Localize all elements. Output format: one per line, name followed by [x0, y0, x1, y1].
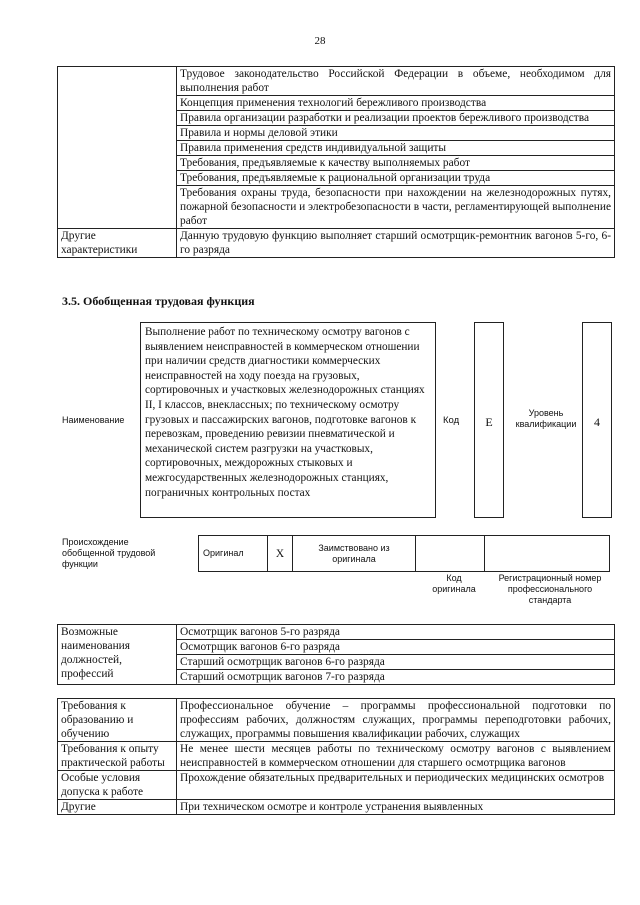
requirement-value: Профессиональное обучение – программы профессиональной подготовки по профессиям рабочих, должностям служащих, программы переподготовки рабочих, служащих, программы повышения квалификации рабочих, служащих [177, 699, 615, 742]
borrowed-cell: Заимствовано из оригинала [293, 536, 416, 572]
knowledge-row: Трудовое законодательство Российской Федерации в объеме, необходимом для выполнения работ [177, 67, 615, 96]
level-box [582, 322, 612, 518]
requirement-label: Другие [58, 800, 177, 815]
requirement-value: Прохождение обязательных предварительных и периодических медицинских осмотров [177, 771, 615, 800]
knowledge-row: Концепция применения технологий бережливого производства [177, 96, 615, 111]
requirement-label: Требования к опыту практической работы [58, 742, 177, 771]
knowledge-row: Правила организации разработки и реализации проектов бережливого производства [177, 111, 615, 126]
positions-table [57, 624, 615, 685]
original-cell: Оригинал [199, 536, 268, 572]
origin-reg-cell [485, 536, 610, 572]
knowledge-row: Требования, предъявляемые к качеству выполняемых работ [177, 156, 615, 171]
page-number: 28 [314, 35, 326, 47]
sub-code-label: Код оригинала [432, 573, 476, 594]
level-value: 4 [594, 415, 600, 429]
position-item: Осмотрщик вагонов 6-го разряда [177, 640, 615, 655]
code-label: Код [443, 415, 460, 426]
empty-label-cell [58, 67, 177, 229]
name-label: Наименование [62, 415, 125, 425]
position-item: Осмотрщик вагонов 5-го разряда [177, 625, 615, 640]
sub-reg-label: Регистрационный номер профессионального стандарта [498, 573, 602, 605]
function-name-box: Выполнение работ по техническому осмотру вагонов с выявлением неисправностей в коммерческом отношении при наличии средств диагностики коммерческих неисправностей на ходу поезда на грузовых, сортировочных и участковых железнодорожных станциях II, I классов, внеклассных; по техническому осмотру грузовых и пассажирских вагонов, подготовке вагонов к перевозкам, проведению ревизии пневматической и механической систем разгрузки на участковых, сортировочных, междорожных стыковых и межгосударственных железнодорожных станциях, пограничных контрольных постах [140, 322, 436, 518]
other-label: Другие характеристики [58, 229, 177, 258]
other-value: Данную трудовую функцию выполняет старший осмотрщик-ремонтник вагонов 5-го, 6-го разряда [177, 229, 615, 258]
origin-code-cell [416, 536, 485, 572]
position-item: Старший осмотрщик вагонов 7-го разряда [177, 670, 615, 685]
origin-label: Происхождение обобщенной трудовой функции [62, 537, 156, 569]
requirement-label: Требования к образованию и обучению [58, 699, 177, 742]
requirements-table [57, 698, 615, 815]
level-label: Уровень квалификации [515, 408, 577, 429]
requirement-value: Не менее шести месяцев работы по техническому осмотру вагонов с выявлением неисправностей в коммерческом отношении для старшего осмотрщика вагонов [177, 742, 615, 771]
position-item: Старший осмотрщик вагонов 6-го разряда [177, 655, 615, 670]
positions-label: Возможные наименования должностей, профессий [58, 625, 177, 685]
knowledge-row: Требования, предъявляемые к рациональной организации труда [177, 171, 615, 186]
requirement-value: При техническом осмотре и контроле устранения выявленных [177, 800, 615, 815]
knowledge-row: Требования охраны труда, безопасности при нахождении на железнодорожных путях, пожарной безопасности и электробезопасности в части, регламентирующей выполнение работ [177, 186, 615, 229]
origin-table [198, 535, 610, 572]
requirement-label: Особые условия допуска к работе [58, 771, 177, 800]
code-box [474, 322, 504, 518]
code-value: E [485, 415, 493, 429]
knowledge-table [57, 66, 615, 258]
original-mark: X [268, 536, 293, 572]
knowledge-row: Правила и нормы деловой этики [177, 126, 615, 141]
knowledge-row: Правила применения средств индивидуальной защиты [177, 141, 615, 156]
section-heading: 3.5. Обобщенная трудовая функция [62, 294, 255, 308]
